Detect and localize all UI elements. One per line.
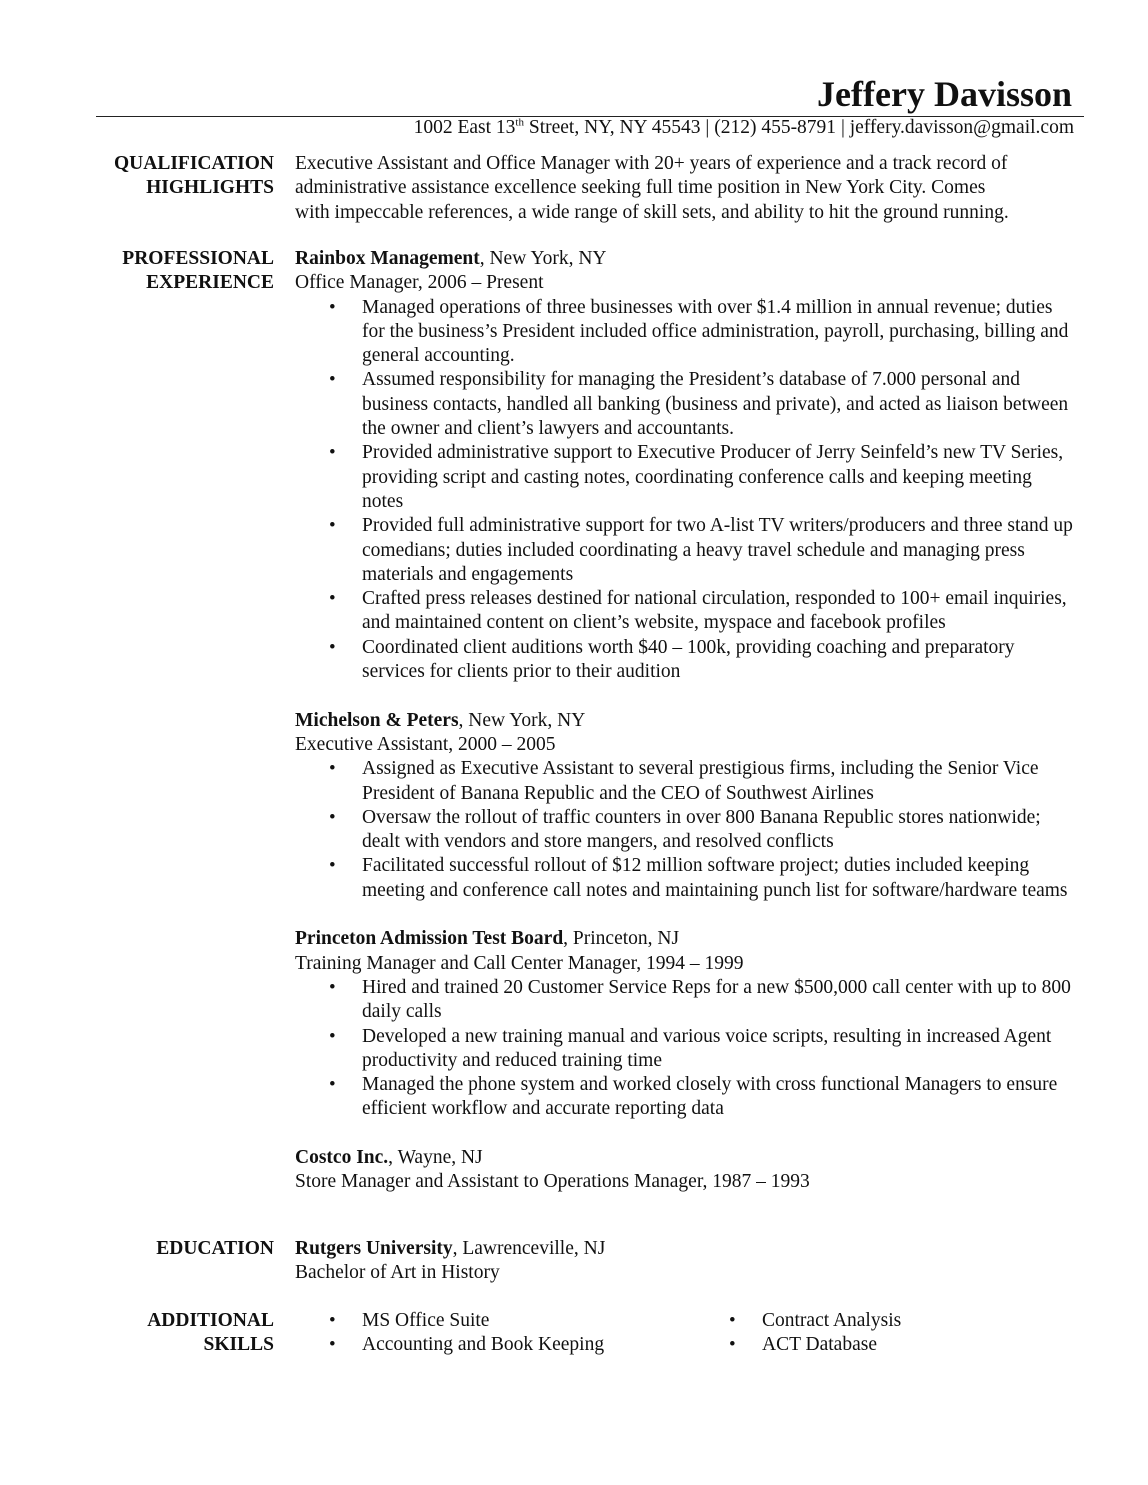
qualifications-label-line-1: QUALIFICATION <box>114 153 274 174</box>
job-bullet: • Coordinated client auditions worth $40 – 100k, providing coaching and preparatory services for clients prior to their audition <box>295 636 1075 685</box>
education-details <box>295 1237 1075 1286</box>
job-heading <box>295 927 1075 951</box>
job-bullet: • Crafted press releases destined for national circulation, responded to 100+ email inquiries, and maintained content on client’s website, myspace and facebook profiles <box>295 587 1075 636</box>
skills-label <box>80 1309 274 1358</box>
degree: Bachelor of Art in History <box>295 1262 500 1284</box>
experience-list <box>295 247 1075 1219</box>
school-name: Rutgers University <box>295 1238 453 1259</box>
company-location: , New York, NY <box>479 248 607 269</box>
job-bullet: • Oversaw the rollout of traffic counters in over 800 Banana Republic stores nationwide; dealt with vendors and store mangers, and resolved conflicts <box>295 806 1075 855</box>
job-bullet: • Facilitated successful rollout of $12 million software project; duties included keeping meeting and conference call notes and maintaining punch list for software/hardware teams <box>295 854 1075 903</box>
job-heading <box>295 1146 1075 1170</box>
job-bullet: • Assumed responsibility for managing the President’s database of 7.000 personal and business contacts, handled all banking (business and private), and acted as liaison between the owner and client’s lawyers and accountants. <box>295 368 1075 441</box>
education-label <box>80 1237 274 1261</box>
address-suffix: th <box>515 116 524 129</box>
summary-line: with impeccable references, a wide range of skill sets, and ability to hit the ground running. <box>295 201 1009 223</box>
company-location: , Wayne, NJ <box>388 1146 483 1168</box>
job-heading <box>295 247 1075 271</box>
job-bullets <box>295 976 1075 1122</box>
job-bullet: • Assigned as Executive Assistant to several prestigious firms, including the Senior Vice President of Banana Republic and the CEO of Southwest Airlines <box>295 757 1075 806</box>
address-city: Street, NY, NY 45543 | <box>523 117 715 138</box>
qualifications-label-line-2: HIGHLIGHTS <box>146 177 274 199</box>
job-title: Executive Assistant, 2000 – 2005 <box>295 733 556 755</box>
education-heading <box>295 1237 1075 1261</box>
company-location: , Princeton, NJ <box>563 928 680 950</box>
summary-line: Executive Assistant and Office Manager with 20+ years of experience and a track record of <box>295 153 1008 174</box>
job-bullets <box>295 296 1075 685</box>
contact-separator: | <box>836 117 850 138</box>
experience-label-line-1: PROFESSIONAL <box>122 248 274 269</box>
contact-line <box>414 116 1074 140</box>
skills-label-line-1: ADDITIONAL <box>147 1310 274 1331</box>
education-label-line: EDUCATION <box>156 1238 274 1259</box>
job-entry <box>295 709 1075 903</box>
phone-number: (212) 455-8791 <box>714 117 837 138</box>
company-name: Princeton Admission Test Board <box>295 928 564 950</box>
qualifications-label <box>80 152 274 201</box>
job-bullet: • Provided full administrative support for two A-list TV writers/producers and three stand up comedians; duties included coordinating a heavy travel schedule and managing press materials and engagements <box>295 514 1075 587</box>
job-entry <box>295 1146 1075 1195</box>
skills-section <box>0 1309 1148 1359</box>
company-name: Michelson & Peters <box>295 709 459 731</box>
job-entry <box>295 927 1075 1121</box>
candidate-name: Jeffery Davisson <box>817 74 1072 114</box>
company-name: Costco Inc. <box>295 1146 389 1168</box>
address-street: 1002 East 13 <box>413 117 516 138</box>
skills-list <box>295 1309 1075 1359</box>
job-title: Office Manager, 2006 – Present <box>295 272 544 294</box>
skills-label-line-2: SKILLS <box>203 1334 274 1356</box>
email-address[interactable]: jeffery.davisson@gmail.com <box>849 117 1074 138</box>
job-title: Store Manager and Assistant to Operations Manager, 1987 – 1993 <box>295 1171 810 1193</box>
school-location: , Lawrenceville, NJ <box>452 1238 606 1259</box>
job-entry <box>295 247 1075 684</box>
skill-item: • Accounting and Book Keeping <box>295 1333 715 1357</box>
job-bullet: • Provided administrative support to Executive Producer of Jerry Seinfeld’s new TV Series, providing script and casting notes, coordinating conference calls and keeping meeting notes <box>295 441 1075 514</box>
experience-label-line-2: EXPERIENCE <box>146 272 274 294</box>
job-title: Training Manager and Call Center Manager, 1994 – 1999 <box>295 952 744 974</box>
job-bullet: • Developed a new training manual and various voice scripts, resulting in increased Agent productivity and reduced training time <box>295 1025 1075 1074</box>
skill-item: • MS Office Suite <box>295 1309 715 1333</box>
skills-column-2 <box>695 1309 1095 1358</box>
job-bullet: • Hired and trained 20 Customer Service Reps for a new $500,000 call center with up to 800 daily calls <box>295 976 1075 1025</box>
qualifications-summary <box>295 152 1075 225</box>
experience-label <box>80 247 274 296</box>
summary-line: administrative assistance excellence seeking full time position in New York City. Comes <box>295 177 986 199</box>
skill-item: • ACT Database <box>695 1333 1095 1357</box>
skills-column-1 <box>295 1309 715 1358</box>
skill-item: • Contract Analysis <box>695 1309 1095 1333</box>
job-heading <box>295 709 1075 733</box>
job-bullet: • Managed operations of three businesses with over $1.4 million in annual revenue; duties for the business’s President included office administration, payroll, purchasing, billing and general accounting. <box>295 296 1075 369</box>
job-bullet: • Managed the phone system and worked closely with cross functional Managers to ensure efficient workflow and accurate reporting data <box>295 1073 1075 1122</box>
company-name: Rainbox Management <box>295 248 480 269</box>
job-bullets <box>295 757 1075 903</box>
company-location: , New York, NY <box>458 709 586 731</box>
